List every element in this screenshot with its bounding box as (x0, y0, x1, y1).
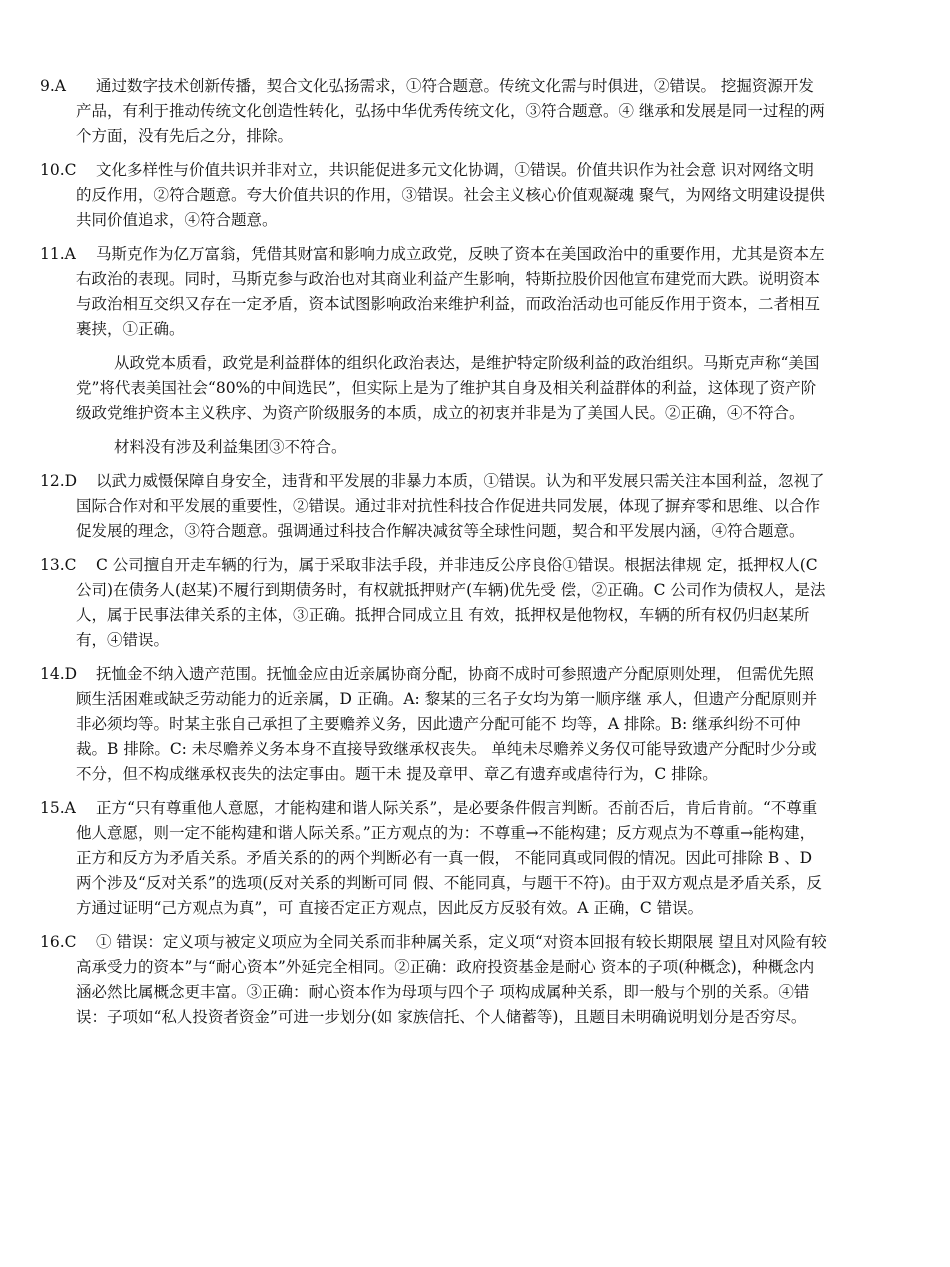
answer-text: C 公司擅自开走车辆的行为，属于采取非法手段，并非违反公序良俗①错误。根据法律规 定，抵押权人(C 公司)在债务人(赵某)不履行到期债务时，有权就抵押财产(车辆)优先受 偿，②正确。C 公司作为债权人，是法人，属于民事法律关系的主体，③正确。抵押合同成立且 有效，抵押权是他物权，车辆的所有权仍归赵某所有，④错误。 (76, 556, 826, 649)
answer-paragraph (40, 74, 828, 149)
answer-item-11 (40, 242, 828, 342)
answer-text: 马斯克作为亿万富翁，凭借其财富和影响力成立政党，反映了资本在美国政治中的重要作用，尤其是资本左右政治的表现。同时，马斯克参与政治也对其商业利益产生影响，特斯拉股价因他宣布建党而大跌。说明资本与政治相互交织又存在一定矛盾，资本试图影响政治来维护利益，而政治活动也可能反作用于资本，二者相互裹挟，①正确。 (76, 245, 825, 338)
answer-11-extra-paragraph: 材料没有涉及利益集团③不符合。 (114, 438, 347, 456)
answer-paragraph (40, 242, 828, 342)
answer-item-16 (40, 930, 828, 1030)
answer-number: 12.D (40, 472, 78, 490)
answer-text: 抚恤金不纳入遗产范围。抚恤金应由近亲属协商分配，协商不成时可参照遗产分配原则处理， 但需优先照顾生活困难或缺乏劳动能力的近亲属，D 正确。A: 黎某的三名子女均为第一顺序继 承人，但遗产分配原则并非必须均等。时某主张自己承担了主要赡养义务，因此遗产分配可能不 均等，A 排除。B: 继承纠纷不可仲裁。B 排除。C: 未尽赡养义务本身不直接导致继承权丧失。 单纯未尽赡养义务仅可能导致遗产分配时少分或不分，但不构成继承权丧失的法定事由。题干未 提及章甲、章乙有遗弃或虐待行为，C 排除。 (76, 665, 818, 783)
answer-item-15 (40, 796, 828, 921)
answer-text: ① 错误：定义项与被定义项应为全同关系而非种属关系，定义项“对资本回报有较长期限展 望且对风险有较高承受力的资本”与“耐心资本”外延完全相同。②正确：政府投资基金是耐心 资本的子项(种概念)，种概念内涵必然比属概念更丰富。③正确：耐心资本作为母项与四个子 项构成属种关系，即一般与个别的关系。④错误：子项如“私人投资者资金”可进一步划分(如 家族信托、个人储蓄等)，且题目未明确说明划分是否穷尽。 (76, 933, 827, 1026)
answer-paragraph (40, 553, 828, 653)
answer-11-extra-paragraph: 从政党本质看，政党是利益群体的组织化政治表达，是维护特定阶级利益的政治组织。马斯克声称“美国党”将代表美国社会“80%的中间选民”，但实际上是为了维护其自身及相关利益群体的利益，这体现了资产阶级政党维护资本主义秩序、为资产阶级服务的本质，成立的初衷并非是为了美国人民。②正确，④不符合。 (76, 354, 820, 422)
answer-text: 正方“只有尊重他人意愿，才能构建和谐人际关系”，是必要条件假言判断。否前否后，肯后肯前。“不尊重他人意愿，则一定不能构建和谐人际关系。”正方观点的为：不尊重→不能构建；反方观点为不尊重→能构建，正方和反方为矛盾关系。矛盾关系的的两个判断必有一真一假， 不能同真或同假的情况。因此可排除 B 、D 两个涉及“反对关系”的选项(反对关系的判断可同 假、不能同真，与题干不符)。由于双方观点是矛盾关系，反方通过证明“己方观点为真”，可 直接否定正方观点，因此反方反驳有效。A 正确，C 错误。 (76, 799, 822, 917)
answer-paragraph (40, 158, 828, 233)
answer-item-14 (40, 662, 828, 787)
answer-paragraph (40, 930, 828, 1030)
answer-item-10 (40, 158, 828, 233)
answer-item-9 (40, 74, 828, 149)
answer-number: 15.A (40, 799, 76, 817)
answer-paragraph (40, 796, 828, 921)
answer-number: 9.A (40, 77, 66, 95)
answer-paragraph (40, 662, 828, 787)
answer-item-12 (40, 469, 828, 544)
answer-text: 通过数字技术创新传播，契合文化弘扬需求，①符合题意。传统文化需与时俱进，②错误。 挖掘资源开发产品，有利于推动传统文化创造性转化，弘扬中华优秀传统文化，③符合题意。④ 继承和发展是同一过程的两个方面，没有先后之分，排除。 (76, 77, 825, 145)
answer-number: 16.C (40, 933, 77, 951)
answer-text: 以武力威慑保障自身安全，违背和平发展的非暴力本质，①错误。认为和平发展只需关注本国利益，忽视了国际合作对和平发展的重要性，②错误。通过非对抗性科技合作促进共同发展，体现了摒弃零和思维、以合作促发展的理念，③符合题意。强调通过科技合作解决减贫等全球性问题，契合和平发展内涵，④符合题意。 (76, 472, 825, 540)
answer-item-13 (40, 553, 828, 653)
answer-number: 14.D (40, 665, 78, 683)
answer-number: 13.C (40, 556, 77, 574)
answer-text: 文化多样性与价值共识并非对立，共识能促进多元文化协调，①错误。价值共识作为社会意 识对网络文明的反作用，②符合题意。夸大价值共识的作用，③错误。社会主义核心价值观凝魂 聚气，为网络文明建设提供共同价值追求，④符合题意。 (76, 161, 825, 229)
answer-number: 10.C (40, 161, 77, 179)
answer-number: 11.A (40, 245, 76, 263)
answer-paragraph (40, 469, 828, 544)
